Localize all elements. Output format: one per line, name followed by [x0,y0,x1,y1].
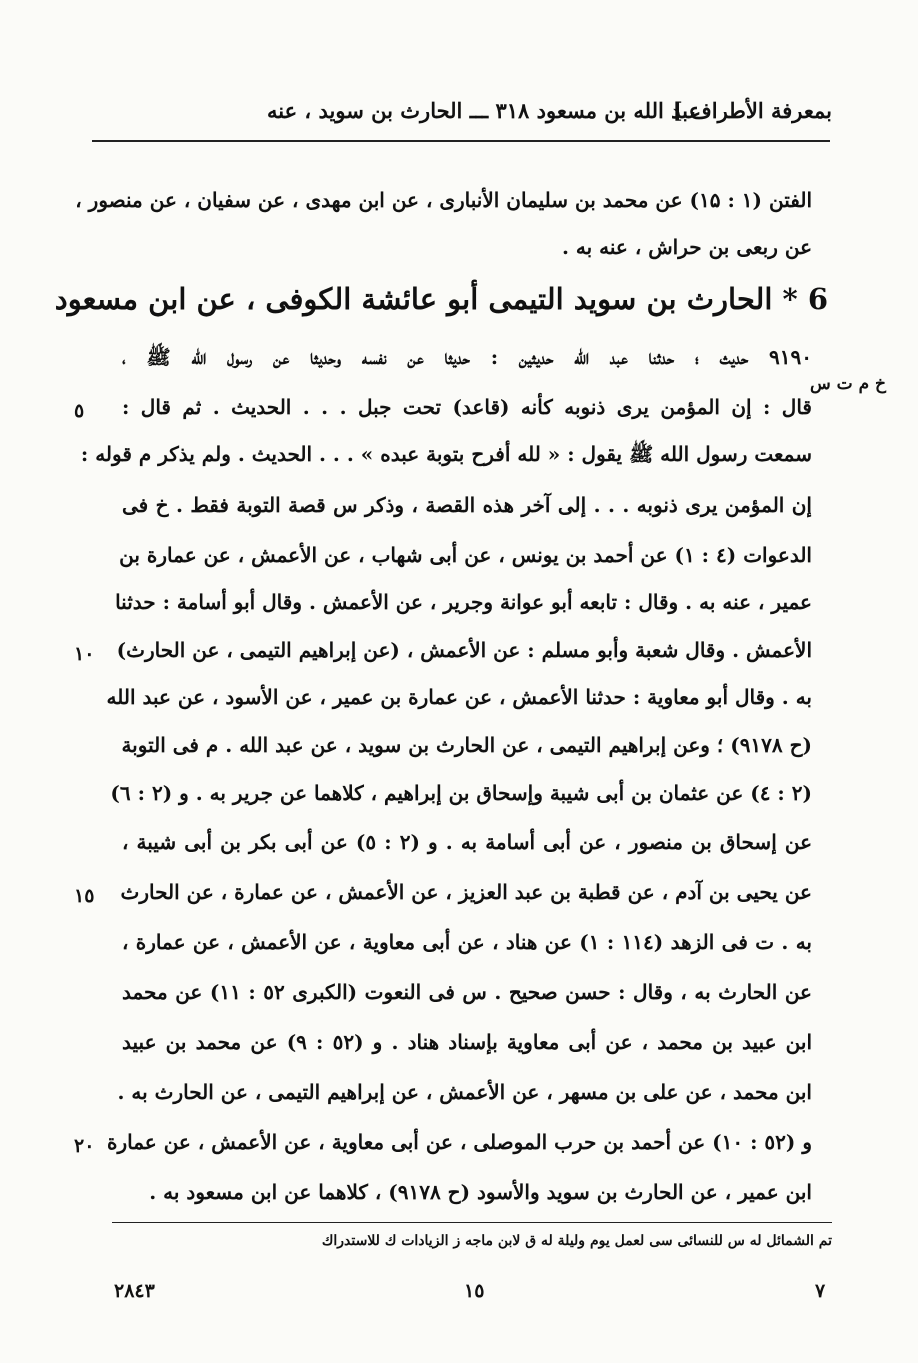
total-page-number: ٢٨٤٣ [114,1280,155,1302]
body-line: ابن محمد ، عن على بن مسهر ، عن الأعمش ، عن إبراهيم التيمى ، عن الحارث به . [117,1080,812,1104]
body-line: ابن عبيد بن محمد ، عن أبى معاوية بإسناد هناد . و (٥٢ : ٩) عن محمد بن عبيد [122,1030,813,1054]
body-line: ٩١٩٠ حديث ؛ حدثنا عبد الله حديثين : حديثا عن نفسه وحديثا عن رسول الله ﷺ ، [122,345,812,369]
body-line: عن إسحاق بن منصور ، عن أبى أسامة به . و (٢ : ٥) عن أبى بكر بن أبى شيبة ، [122,830,813,854]
body-line: به . ت فى الزهد (١١٤ : ١) عن هناد ، عن أبى معاوية ، عن الأعمش ، عن عمارة ، [122,930,812,954]
intro-line: عن ربعى بن حراش ، عنه به . [562,235,812,259]
intro-line: الفتن (۱ : ۱۵) عن محمد بن سليمان الأنبارى ، عن ابن مهدى ، عن سفيان ، عن منصور ، [75,188,812,212]
narrator-heading: 6 * الحارث بن سويد التيمى أبو عائشة الكوفى ، عن ابن مسعود [54,282,828,316]
sigla-legend: تم الشمائل له س للنسائى سى لعمل يوم وليلة له ق لابن ماجه ز الزيادات ك للاستدراك [321,1233,832,1249]
body-line: و (٥٢ : ١٠) عن أحمد بن حرب الموصلى ، عن أبى معاوية ، عن الأعمش ، عن عمارة [107,1130,812,1154]
body-line: الأعمش . وقال شعبة وأبو مسلم : عن الأعمش ، (عن إبراهيم التيمى ، عن الحارث) [116,638,812,662]
body-line: عن يحيى بن آدم ، عن قطبة بن عبد العزيز ، عن الأعمش ، عن عمارة ، عن الحارث [120,880,812,904]
body-line: به . وقال أبو معاوية : حدثنا الأعمش ، عن عمارة بن عمير ، عن الأسود ، عن عبد الله [106,685,812,709]
source-sigla: خ م ت س [810,374,887,394]
line-number: ١٠ [74,643,95,665]
body-line: عن الحارث به ، وقال : حسن صحيح . س فى النعوت (الكبرى ٥٢ : ١١) عن محمد [122,980,812,1004]
line-number: ٢٠ [74,1135,95,1157]
header-rule [92,140,830,142]
header-chapter-title: عبد الله بن مسعود ۳۱۸ ـــ الحارث بن سويد ، عنه [267,98,702,123]
footnote-rule [112,1222,832,1223]
line-number: ٥ [74,400,85,422]
body-line: ابن عمير ، عن الحارث بن سويد والأسود (ح ٩١٧٨) ، كلاهما عن ابن مسعود به . [149,1180,812,1204]
body-line: (٢ : ٤) عن عثمان بن أبى شيبة وإسحاق بن إبراهيم ، كلاهما عن جرير به . و (٢ : ٦) [110,781,812,805]
line-number: ١٥ [74,885,95,907]
body-line: (ح ٩١٧٨) ؛ وعن إبراهيم التيمى ، عن الحارث بن سويد ، عن عبد الله . م فى التوبة [121,733,812,757]
body-line: قال : إن المؤمن يرى ذنوبه كأنه (قاعد) تحت جبل . . . الحديث . ثم قال : [122,395,812,419]
body-line: إن المؤمن يرى ذنوبه . . . إلى آخر هذه القصة ، وذكر س قصة التوبة فقط . خ فى [122,493,812,517]
volume-number: ٧ [815,1280,826,1302]
body-line: عمير ، عنه به . وقال : تابعه أبو عوانة وجرير ، عن الأعمش . وقال أبو أسامة : حدثنا [115,590,812,614]
body-line: سمعت رسول الله ﷺ يقول : « لله أفرح بتوبة عبده » . . . الحديث . ولم يذكر م قوله : [80,442,812,466]
page-number: ١٥ [464,1280,485,1302]
header-section-title: بمعرفة الأطراف ] [672,98,832,123]
running-header [92,98,832,132]
body-line: الدعوات (٤ : ١) عن أحمد بن يونس ، عن أبى شهاب ، عن الأعمش ، عن عمارة بن [119,543,812,567]
